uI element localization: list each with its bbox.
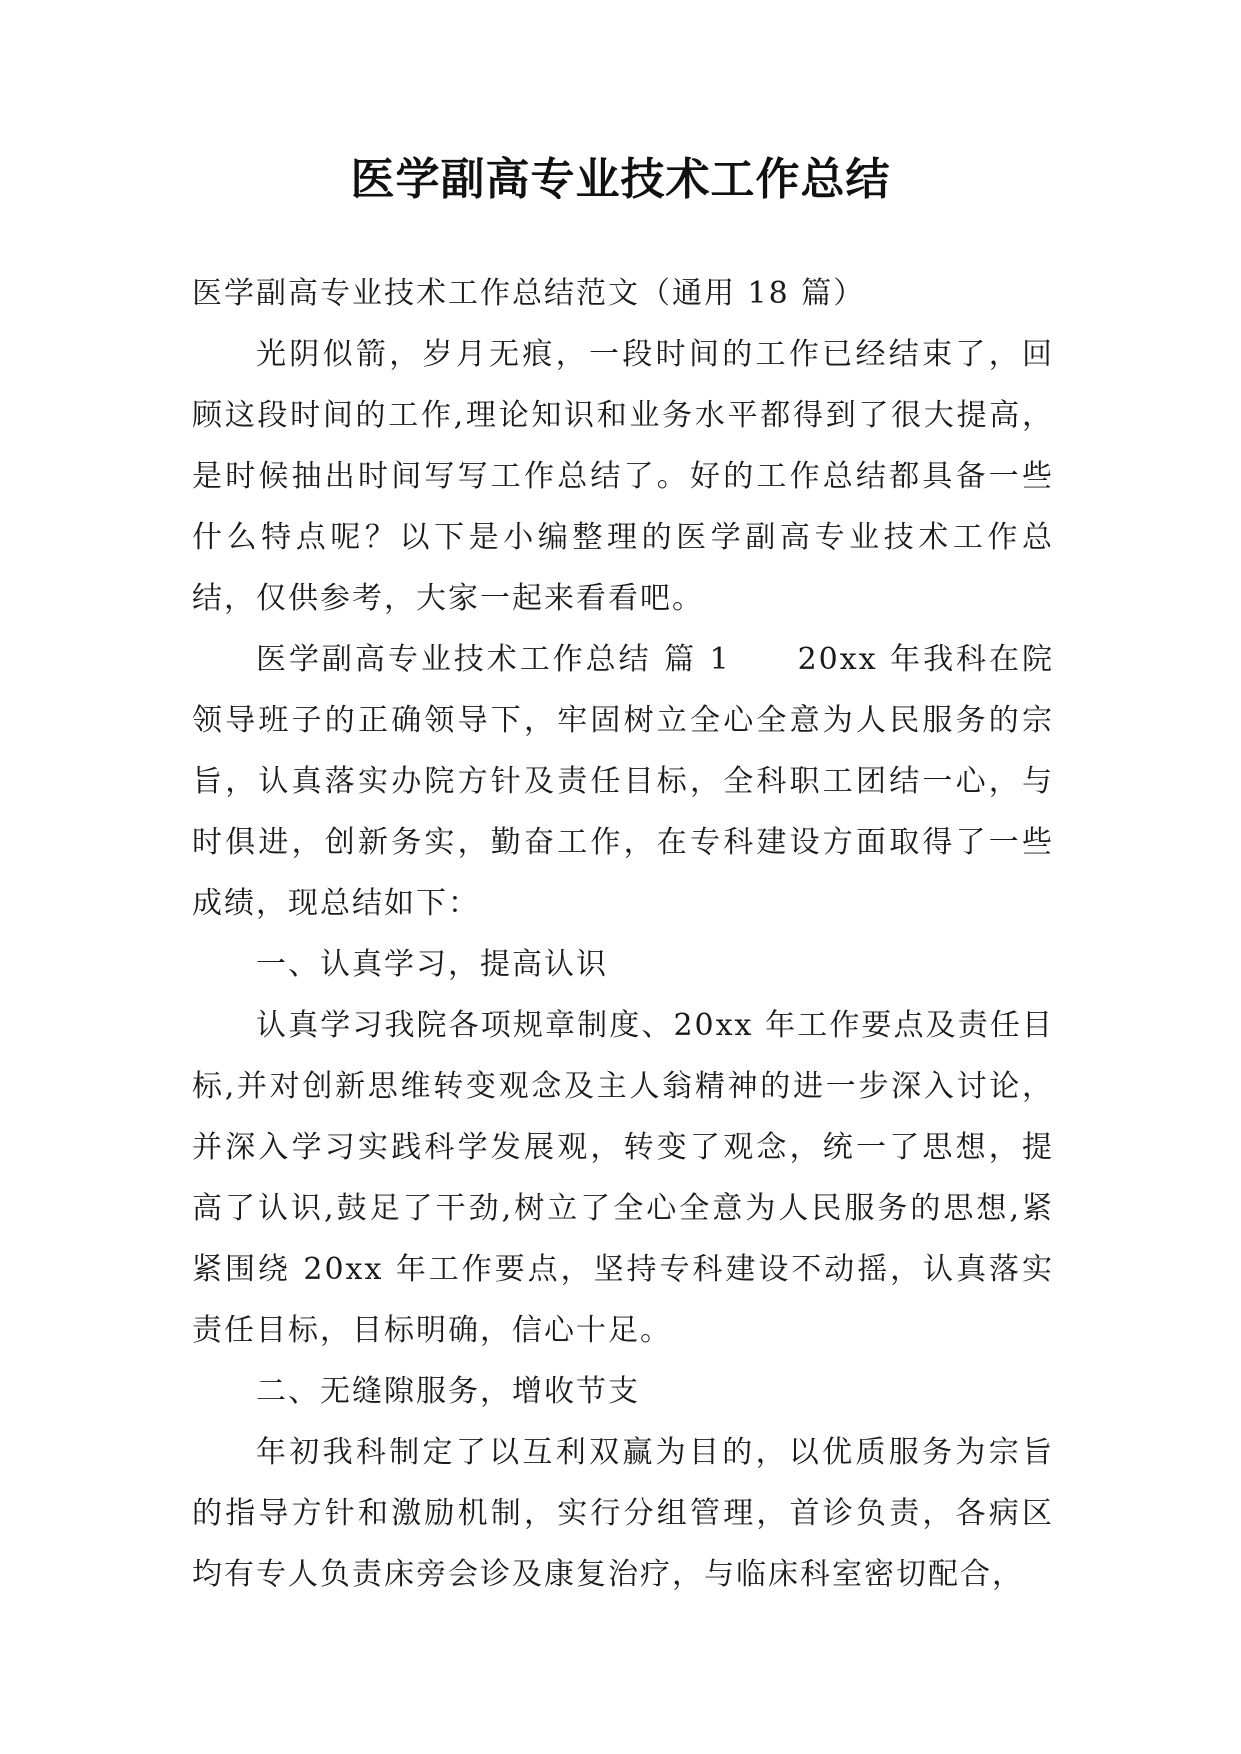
intro-paragraph: 光阴似箭，岁月无痕，一段时间的工作已经结束了，回顾这段时间的工作,理论知识和业务水平都得到了很大提高，是时候抽出时间写写工作总结了。好的工作总结都具备一些什么特点呢？以下是小编整理的医学副高专业技术工作总结，仅供参考，大家一起来看看吧。 [192, 337, 1054, 616]
subtitle-paragraph: 医学副高专业技术工作总结范文（通用 18 篇） [192, 276, 866, 311]
section-paragraph: 医学副高专业技术工作总结 篇 1 20xx 年我科在院领导班子的正确领导下，牢固树立全心全意为人民服务的宗旨，认真落实办院方针及责任目标，全科职工团结一心，与时俱进，创新务实，勤奋工作，在专科建设方面取得了一些成绩，现总结如下： [192, 642, 1054, 921]
section-paragraph: 年初我科制定了以互利双赢为目的，以优质服务为宗旨的指导方针和激励机制，实行分组管理，首诊负责，各病区均有专人负责床旁会诊及康复治疗，与临床科室密切配合， [192, 1435, 1054, 1592]
section-heading: 一、认真学习，提高认识 [256, 947, 608, 982]
document-title: 医学副高专业技术工作总结 [350, 154, 891, 205]
document-body [192, 263, 1054, 1605]
section-heading: 二、无缝隙服务，增收节支 [256, 1374, 640, 1409]
section-paragraph: 认真学习我院各项规章制度、20xx 年工作要点及责任目标,并对创新思维转变观念及主人翁精神的进一步深入讨论，并深入学习实践科学发展观，转变了观念，统一了思想，提高了认识,鼓足了干劲,树立了全心全意为人民服务的思想,紧紧围绕 20xx 年工作要点，坚持专科建设不动摇，认真落实责任目标，目标明确，信心十足。 [192, 1008, 1054, 1348]
